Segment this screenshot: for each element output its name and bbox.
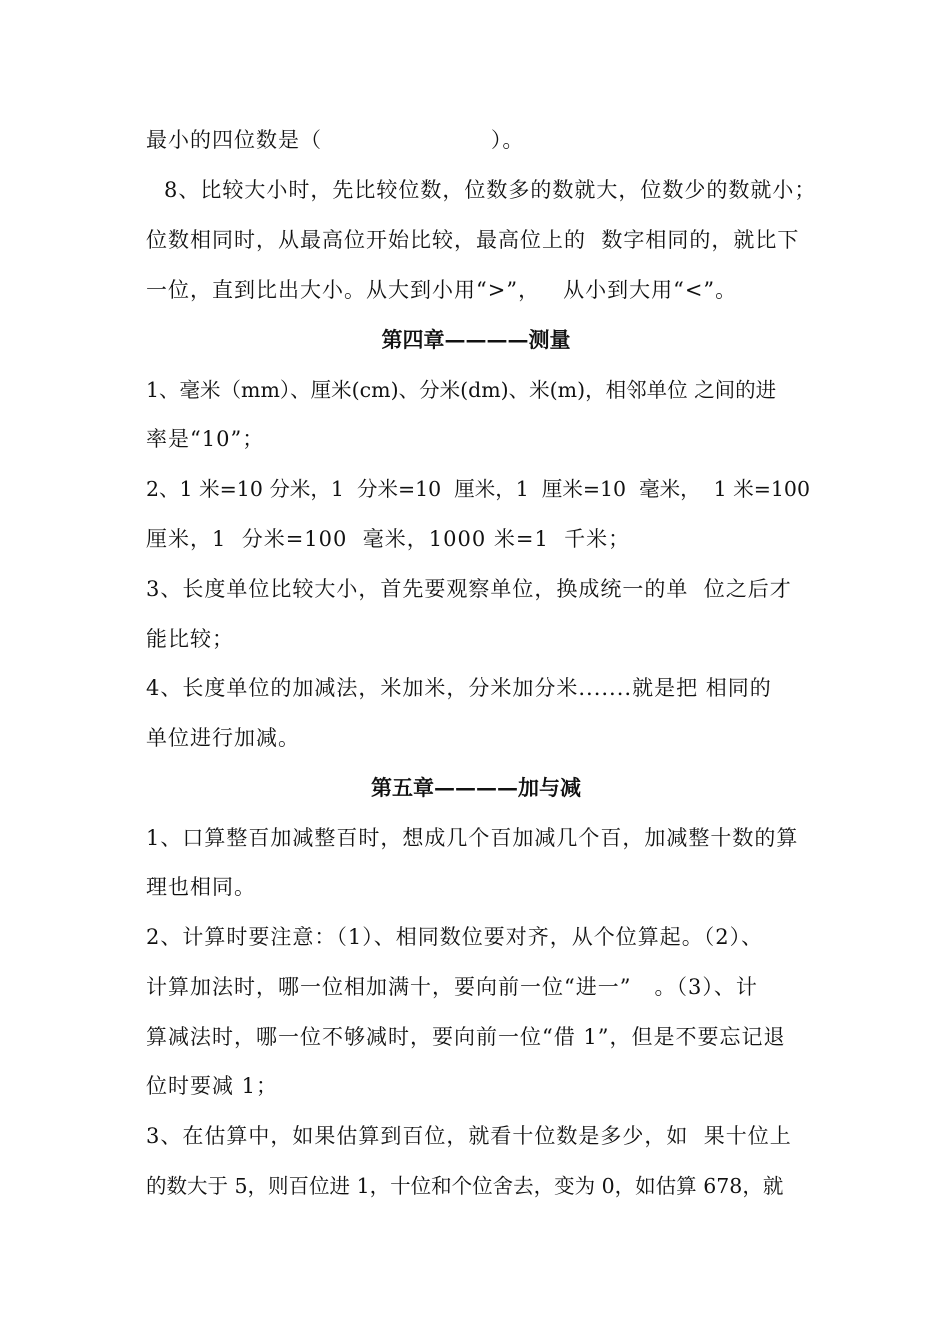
text-line: 1、毫米（mm）、厘米(cm)、分米(dm)、米(m)，相邻单位 之间的进 [146, 378, 777, 402]
chapter-heading: 第五章————加与减 [371, 775, 581, 800]
text-line: 计算加法时，哪一位相加满十，要向前一位“进一” 。（3）、计 [146, 975, 758, 999]
text-line: 3、在估算中，如果估算到百位，就看十位数是多少，如 果十位上 [146, 1124, 792, 1148]
text-line: 最小的四位数是（ ）。 [146, 128, 525, 152]
text-line: 3、长度单位比较大小，首先要观察单位，换成统一的单 位之后才 [146, 577, 792, 601]
text-line: 2、1 米=10 分米，1 分米=10 厘米，1 厘米=10 毫米， 1 米=100 [146, 477, 811, 501]
text-line: 能比较； [146, 627, 234, 651]
text-line: 的数大于 5，则百位进 1，十位和个位舍去，变为 0，如估算 678，就 [146, 1174, 784, 1198]
text-line: 1、口算整百加减整百时，想成几个百加减几个百，加减整十数的算 [146, 826, 799, 850]
text-line: 厘米，1 分米=100 毫米，1000 米=1 千米； [146, 527, 631, 551]
text-line: 理也相同。 [146, 875, 256, 899]
text-line: 一位，直到比出大小。从大到小用“>”， 从小到大用“<”。 [146, 278, 738, 302]
text-line: 率是“10”； [146, 427, 265, 451]
text-line: 算减法时，哪一位不够减时，要向前一位“借 1”，但是不要忘记退 [146, 1025, 786, 1049]
text-line: 4、长度单位的加减法，米加米，分米加分米.......就是把 相同的 [146, 676, 772, 700]
chapter-heading: 第四章————测量 [381, 327, 571, 352]
text-line: 单位进行加减。 [146, 726, 300, 750]
text-line: 位数相同时，从最高位开始比较，最高位上的 数字相同的，就比下 [146, 228, 800, 252]
text-line: 2、计算时要注意：（1）、相同数位要对齐，从个位算起。（2）、 [146, 925, 764, 949]
text-line: 8、比较大小时，先比较位数，位数多的数就大，位数少的数就小； [164, 178, 817, 202]
text-line: 位时要减 1； [146, 1074, 279, 1098]
